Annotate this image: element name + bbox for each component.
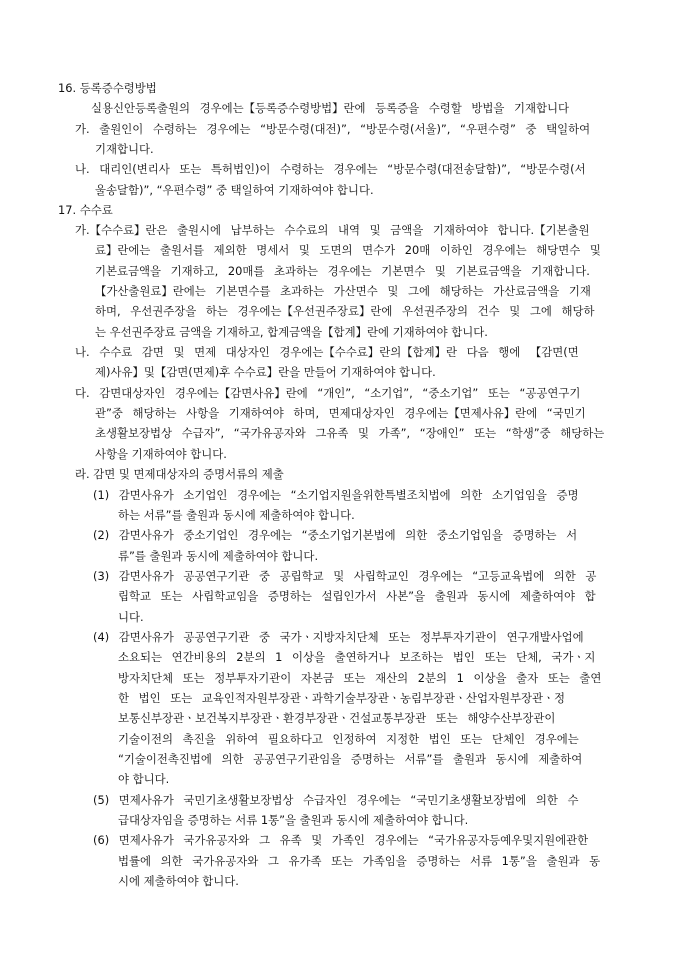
section-16-heading: 16. 등록증수령방법 xyxy=(58,81,157,95)
section-17-ga-line: 기본료금액을 기재하고, 20매를 초과하는 경우에는 기본면수 및 기본료금액을 기재합니다. xyxy=(95,264,590,278)
reduction-item-line: 립학교 또는 사립학교임을 증명하는 설립인가서 사본”을 출원과 동시에 제출하여야 합 xyxy=(118,589,596,603)
section-17-na-line: 나. 수수료 감면 및 면제 대상자인 경우에는【수수료】란의【합계】란 다음 행에 【감면(면 xyxy=(75,345,579,359)
exemption-item-line: 급대상자임을 증명하는 서류 1통”을 출원과 동시에 제출하여야 합니다. xyxy=(118,813,469,827)
exemption-item-line: 법률에 의한 국가유공자와 그 유가족 또는 가족임을 증명하는 서류 1통”을 출원과 동 xyxy=(118,854,601,868)
reduction-item-line: 니다. xyxy=(118,610,144,624)
section-17-ga-line: 【가산출원료】란에는 기본면수를 초과하는 가산면수 및 그에 해당하는 가산료금액을 기재 xyxy=(95,284,591,298)
reduction-item-line: 한 법인 또는 교육인적자원부장관ㆍ과학기술부장관ㆍ농림부장관ㆍ산업자원부장관ㆍ정 xyxy=(118,691,565,705)
reduction-item-line: “기술이전촉진법에 의한 공공연구기관임을 증명하는 서류”를 출원과 동시에 제출하여 xyxy=(118,752,583,766)
exemption-item-line: 시에 제출하여야 합니다. xyxy=(118,874,239,888)
section-17-da-line: 관”중 해당하는 사항을 기재하여야 하며, 면제대상자인 경우에는【면제사유】란에 “국민기 xyxy=(95,406,586,420)
section-17-da-line: 다. 감면대상자인 경우에는【감면사유】란에 “개인”, “소기업”, “중소기업” 또는 “공공연구기 xyxy=(75,386,581,400)
reduction-item-line: (1) 감면사유가 소기업인 경우에는 “소기업지원을위한특별조치법에 의한 소기업임을 증명 xyxy=(93,488,579,502)
section-16-na-line: 울송달함)”, “우편수령” 중 택일하여 기재하여야 합니다. xyxy=(95,183,374,197)
reduction-item-line: 보통신부장관ㆍ보건복지부장관ㆍ환경부장관ㆍ건설교통부장관 또는 해양수산부장관이 xyxy=(118,711,556,725)
reduction-item-line: (4) 감면사유가 공공연구기관 중 국가ㆍ지방자치단체 또는 정부투자기관이 연구개발사업에 xyxy=(93,630,584,644)
reduction-item-line: 하는 서류”를 출원과 동시에 제출하여야 합니다. xyxy=(118,508,355,522)
section-17-ga-line: 가.【수수료】란은 출원시에 납부하는 수수료의 내역 및 금액을 기재하여야 합니다.【기본출원 xyxy=(75,223,590,237)
section-17-da-line: 초생활보장법상 수급자”, “국가유공자와 그유족 및 가족”, “장애인” 또는 “학생”중 해당하는 xyxy=(95,426,605,440)
section-17-ga-line: 하며, 우선권주장을 하는 경우에는【우선권주장료】란에 우선권주장의 건수 및 그에 해당하 xyxy=(95,304,595,318)
reduction-item-line: 기술이전의 촉진을 위하여 필요하다고 인정하여 지정한 법인 또는 단체인 경우에는 xyxy=(118,732,579,746)
exemption-item-line: (5) 면제사유가 국민기초생활보장법상 수급자인 경우에는 “국민기초생활보장법에 의한 수 xyxy=(93,793,579,807)
section-16-ga-line: 가. 출원인이 수령하는 경우에는 “방문수령(대전)”, “방문수령(서울)”, “우편수령” 중 택일하여 xyxy=(75,122,591,136)
reduction-item-line: 방자치단체 또는 정부투자기관이 자본금 또는 재산의 2분의 1 이상을 출자 또는 출연 xyxy=(118,671,602,685)
reduction-item-line: 야 합니다. xyxy=(118,772,170,786)
section-16-ga-line: 기재합니다. xyxy=(95,142,154,156)
reduction-item-line: 류”를 출원과 동시에 제출하여야 합니다. xyxy=(118,549,319,563)
section-17-ga-line: 는 우선권주장료 금액을 기재하고, 합계금액을【합계】란에 기재하여야 합니다. xyxy=(95,325,488,339)
section-17-da-line: 사항을 기재하여야 합니다. xyxy=(95,447,227,461)
reduction-item-line: (3) 감면사유가 공공연구기관 중 공립학교 및 사립학교인 경우에는 “고등교육법에 의한 공 xyxy=(93,569,597,583)
section-17-na-line: 제)사유】및【감면(면제)후 수수료】란을 만들어 기재하여야 합니다. xyxy=(95,365,436,379)
reduction-item-line: (2) 감면사유가 중소기업인 경우에는 “중소기업기본법에 의한 중소기업임을 증명하는 서 xyxy=(93,528,578,542)
section-16-na-line: 나. 대리인(변리사 또는 특허법인)이 수령하는 경우에는 “방문수령(대전송달함)”, “방문수령(서 xyxy=(75,162,586,176)
section-16-intro: 실용신안등록출원의 경우에는【등록증수령방법】란에 등록증을 수령할 방법을 기재합니다 xyxy=(91,101,570,115)
section-17-ra-heading: 라. 감면 및 면제대상자의 증명서류의 제출 xyxy=(75,467,284,481)
section-17-ga-line: 료】란에는 출원서를 제외한 명세서 및 도면의 면수가 20매 이하인 경우에는 해당면수 및 xyxy=(95,243,601,257)
exemption-item-line: (6) 면제사유가 국가유공자와 그 유족 및 가족인 경우에는 “국가유공자등예우및지원에관한 xyxy=(93,833,589,847)
section-17-heading: 17. 수수료 xyxy=(58,203,113,217)
reduction-item-line: 소요되는 연간비용의 2분의 1 이상을 출연하거나 보조하는 법인 또는 단체, 국가ㆍ지 xyxy=(118,650,596,664)
